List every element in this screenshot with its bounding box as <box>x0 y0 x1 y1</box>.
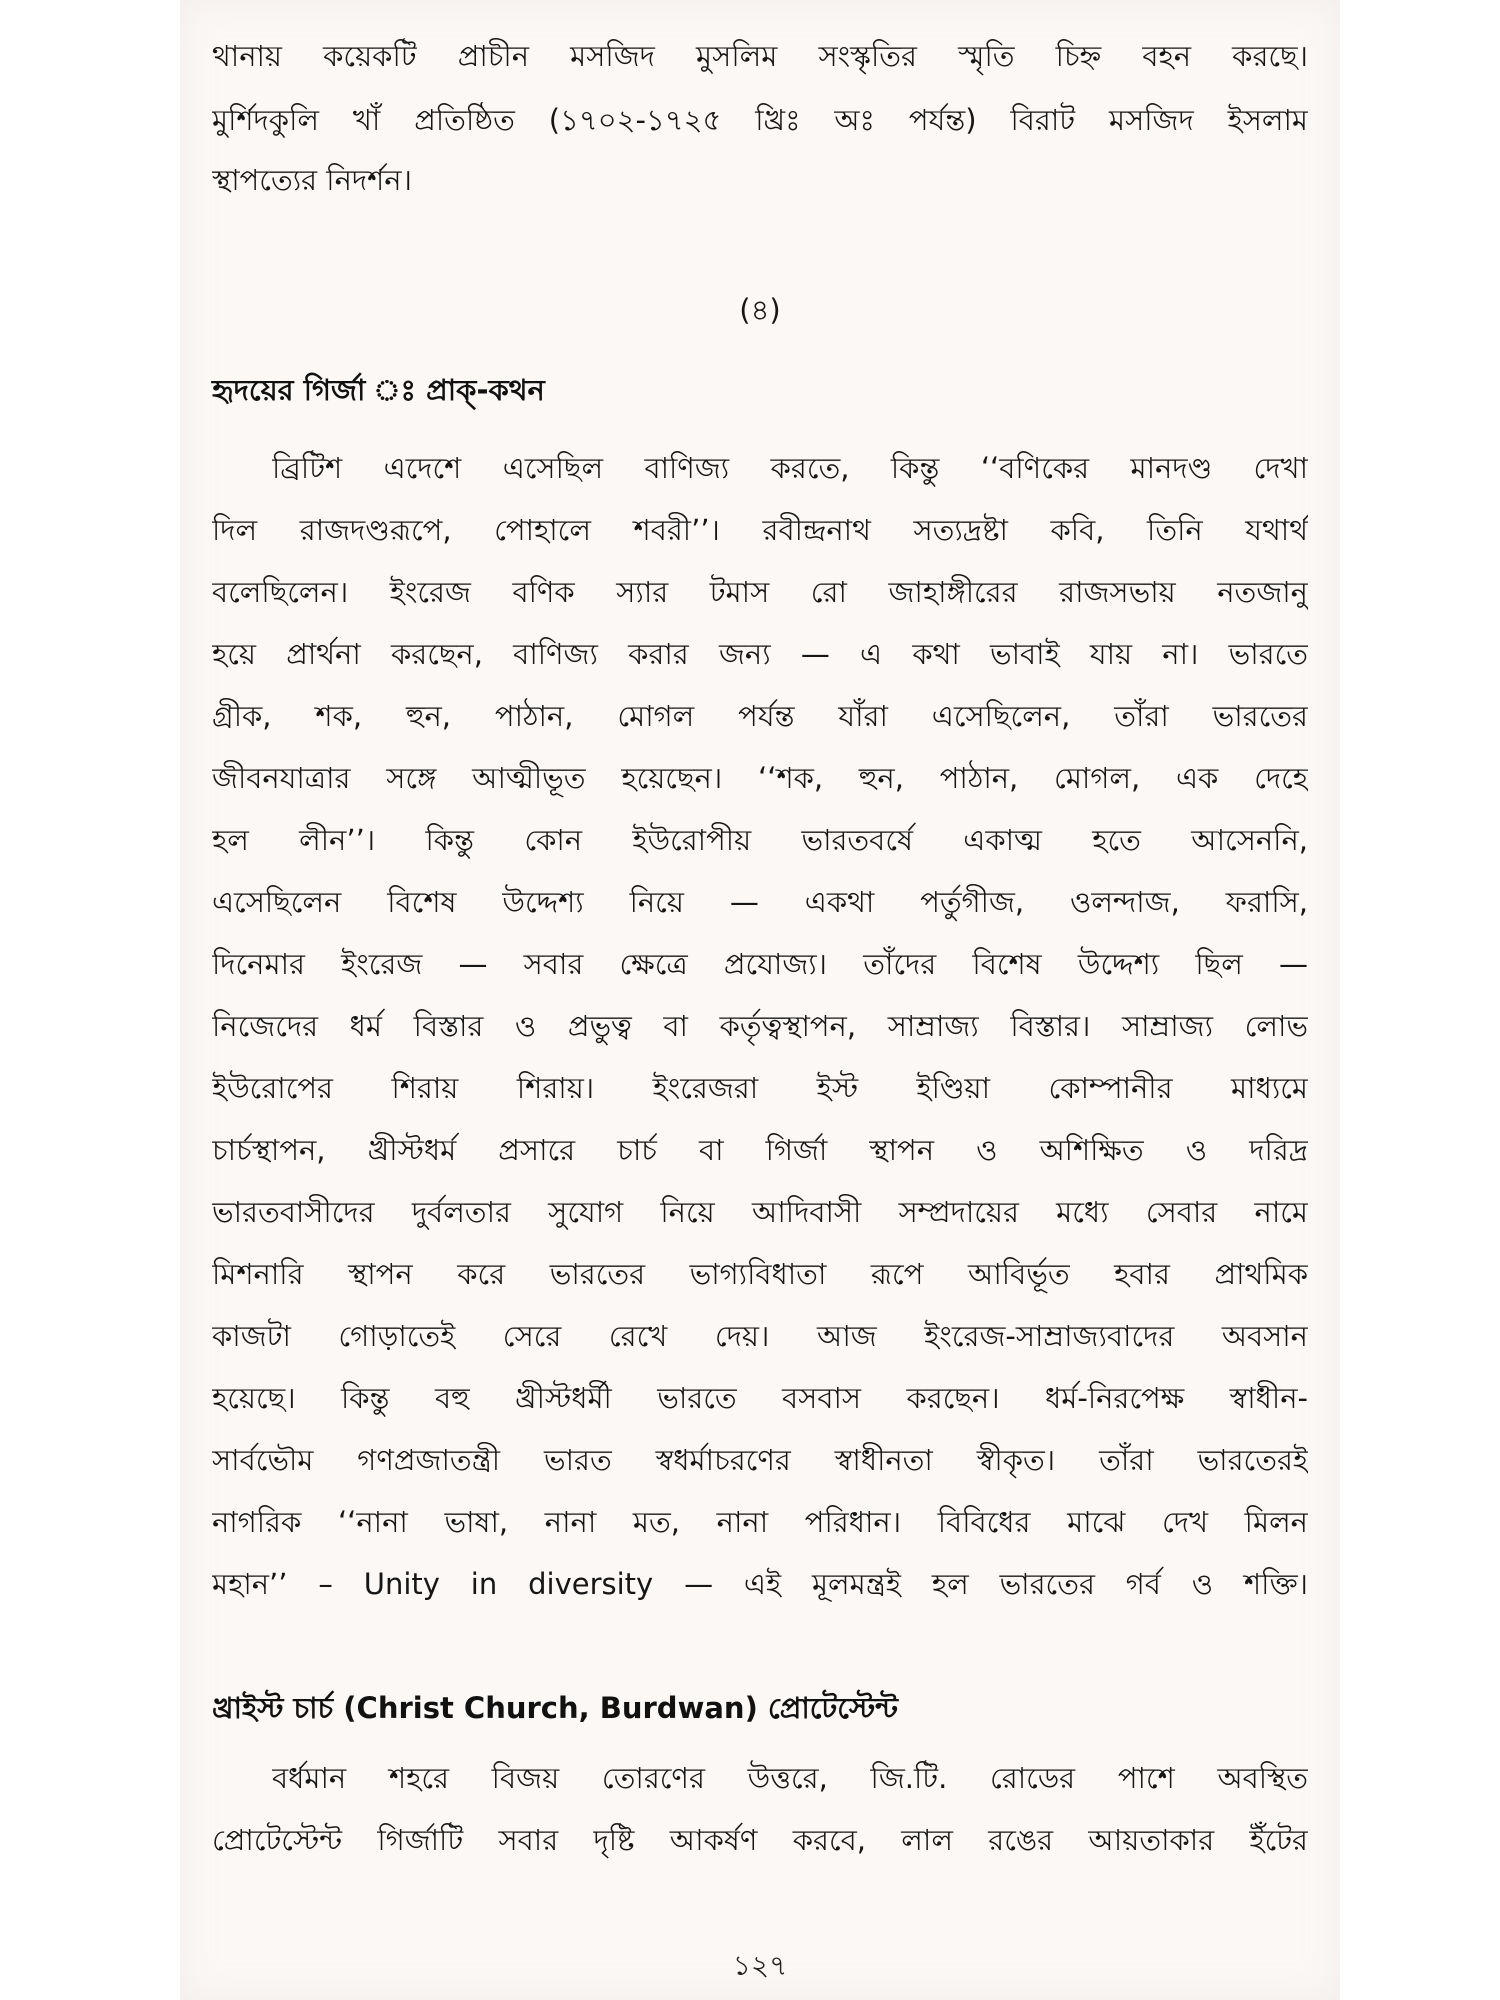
text-line: ব্রিটিশ এদেশে এসেছিল বাণিজ্য করতে, কিন্তু ‘‘বণিকের মানদণ্ড দেখা <box>272 451 1308 485</box>
text-line: হয়ে প্রার্থনা করছেন, বাণিজ্য করার জন্য — এ কথা ভাবাই যায় না। ভারতে <box>212 637 1308 671</box>
text-line: থানায় কয়েকটি প্রাচীন মসজিদ মুসলিম সংস্কৃতির স্মৃতি চিহ্ন বহন করছে। <box>212 39 1308 73</box>
text-line: হয়েছে। কিন্তু বহু খ্রীস্টধর্মী ভারতে বসবাস করছেন। ধর্ম-নিরপেক্ষ স্বাধীন- <box>212 1381 1308 1415</box>
section-heading: হৃদয়ের গির্জা ঃ প্রাক্-কথন <box>212 373 545 407</box>
text-line: মহান’’ – Unity in diversity — এই মূলমন্ত্রই হল ভারতের গর্ব ও শক্তি। <box>212 1567 1308 1601</box>
text-line: ইউরোপের শিরায় শিরায়। ইংরেজরা ইস্ট ইণ্ডিয়া কোম্পানীর মাধ্যমে <box>212 1071 1308 1105</box>
text-line: মিশনারি স্থাপন করে ভারতের ভাগ্যবিধাতা রূপে আবির্ভূত হবার প্রাথমিক <box>212 1257 1308 1291</box>
section-number: (৪) <box>739 293 781 327</box>
book-page <box>180 0 1340 2000</box>
text-line: হল লীন’’। কিন্তু কোন ইউরোপীয় ভারতবর্ষে একাত্ম হতে আসেননি, <box>212 823 1308 857</box>
text-line: এসেছিলেন বিশেষ উদ্দেশ্য নিয়ে — একথা পর্তুগীজ, ওলন্দাজ, ফরাসি, <box>212 885 1308 919</box>
text-line: চার্চস্থাপন, খ্রীস্টধর্ম প্রসারে চার্চ বা গির্জা স্থাপন ও অশিক্ষিত ও দরিদ্র <box>212 1133 1308 1167</box>
text-line: সার্বভৌম গণপ্রজাতন্ত্রী ভারত স্বধর্মাচরণের স্বাধীনতা স্বীকৃত। তাঁরা ভারতেরই <box>212 1443 1308 1477</box>
text-line: জীবনযাত্রার সঙ্গে আত্মীভূত হয়েছেন। ‘‘শক, হুন, পাঠান, মোগল, এক দেহে <box>212 761 1308 795</box>
text-line: কাজটা গোড়াতেই সেরে রেখে দেয়। আজ ইংরেজ-সাম্রাজ্যবাদের অবসান <box>212 1319 1308 1353</box>
text-line: দিল রাজদণ্ডরূপে, পোহালে শবরী’’। রবীন্দ্রনাথ সত্যদ্রষ্টা কবি, তিনি যথার্থ <box>212 513 1308 547</box>
text-line: বর্ধমান শহরে বিজয় তোরণের উত্তরে, জি.টি. রোডের পাশে অবস্থিত <box>272 1761 1308 1795</box>
text-line: ভারতবাসীদের দুর্বলতার সুযোগ নিয়ে আদিবাসী সম্প্রদায়ের মধ্যে সেবার নামে <box>212 1195 1308 1229</box>
church-heading: খ্রাইস্ট চার্চ (Christ Church, Burdwan) প্রোটেস্টেন্ট <box>212 1691 898 1725</box>
page-number: ১২৭ <box>732 1949 788 1982</box>
text-line: নাগরিক ‘‘নানা ভাষা, নানা মত, নানা পরিধান। বিবিধের মাঝে দেখ মিলন <box>212 1505 1308 1539</box>
text-line: নিজেদের ধর্ম বিস্তার ও প্রভুত্ব বা কর্তৃত্বস্থাপন, সাম্রাজ্য বিস্তার। সাম্রাজ্য লোভ <box>212 1009 1308 1043</box>
text-line: মুর্শিদকুলি খাঁ প্রতিষ্ঠিত (১৭০২-১৭২৫ খ্রিঃ অঃ পর্যন্ত) বিরাট মসজিদ ইসলাম <box>212 103 1308 137</box>
page-text <box>212 0 1308 2000</box>
text-line: গ্রীক, শক, হুন, পাঠান, মোগল পর্যন্ত যাঁরা এসেছিলেন, তাঁরা ভারতের <box>212 699 1308 733</box>
text-line: স্থাপত্যের নিদর্শন। <box>212 163 412 197</box>
text-line: দিনেমার ইংরেজ — সবার ক্ষেত্রে প্রযোজ্য। তাঁদের বিশেষ উদ্দেশ্য ছিল — <box>212 947 1308 981</box>
text-line: বলেছিলেন। ইংরেজ বণিক স্যার টমাস রো জাহাঙ্গীরের রাজসভায় নতজানু <box>212 575 1308 609</box>
text-line: প্রোটেস্টেন্ট গির্জাটি সবার দৃষ্টি আকর্ষণ করবে, লাল রঙের আয়তাকার ইঁটের <box>212 1823 1308 1857</box>
